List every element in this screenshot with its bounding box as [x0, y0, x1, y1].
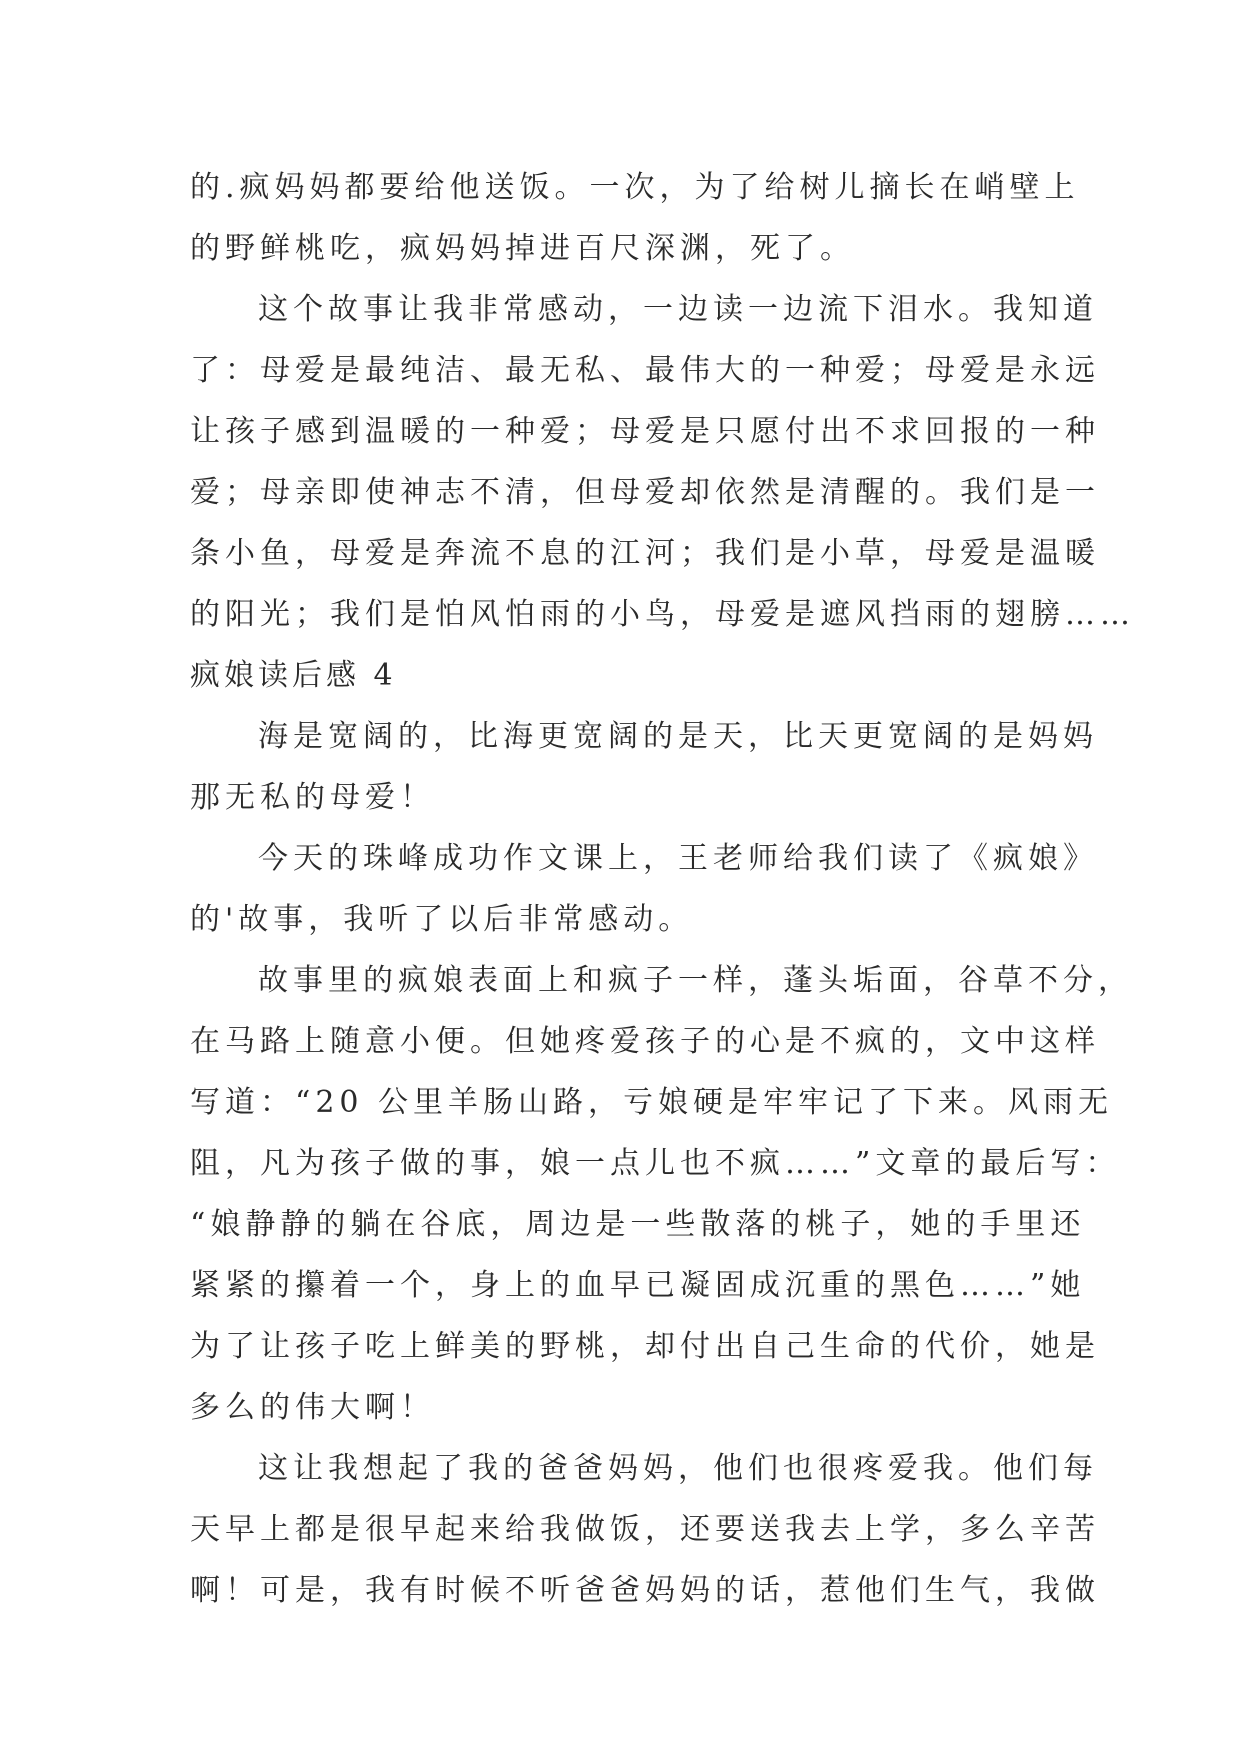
paragraph-first-line: 这让我想起了我的爸爸妈妈，他们也很疼爱我。他们每 [258, 1451, 1098, 1486]
text-line: “娘静静的躺在谷底，周边是一些散落的桃子，她的手里还 [190, 1207, 1086, 1242]
paragraph-first-line: 海是宽阔的，比海更宽阔的是天，比天更宽阔的是妈妈 [258, 719, 1098, 754]
text-line: 为了让孩子吃上鲜美的野桃，却付出自己生命的代价，她是 [190, 1329, 1100, 1364]
text-line: 的'故事，我听了以后非常感动。 [190, 902, 694, 937]
text-line: 的野鲜桃吃，疯妈妈掉进百尺深渊，死了。 [190, 231, 855, 266]
text-line: 那无私的母爱！ [190, 780, 435, 815]
text-line: 天早上都是很早起来给我做饭，还要送我去上学，多么辛苦 [190, 1512, 1100, 1547]
text-line: 在马路上随意小便。但她疼爱孩子的心是不疯的，文中这样 [190, 1024, 1100, 1059]
paragraph-first-line: 这个故事让我非常感动，一边读一边流下泪水。我知道 [258, 292, 1098, 327]
text-line: 写道：“20 公里羊肠山路，亏娘硬是牢牢记了下来。风雨无 [190, 1085, 1114, 1120]
paragraph-first-line: 今天的珠峰成功作文课上，王老师给我们读了《疯娘》 [258, 841, 1098, 876]
text-line: 的阳光；我们是怕风怕雨的小鸟，母爱是遮风挡雨的翅膀…… [190, 597, 1135, 632]
text-line: 爱；母亲即使神志不清，但母爱却依然是清醒的。我们是一 [190, 475, 1100, 510]
text-line: 紧紧的攥着一个，身上的血早已凝固成沉重的黑色……”她 [190, 1268, 1086, 1303]
text-line: 多么的伟大啊！ [190, 1390, 435, 1425]
text-line: 阻，凡为孩子做的事，娘一点儿也不疯……”文章的最后写： [190, 1146, 1121, 1181]
text-line: 条小鱼，母爱是奔流不息的江河；我们是小草，母爱是温暖 [190, 536, 1100, 571]
text-line: 的.疯妈妈都要给他送饭。一次，为了给树儿摘长在峭壁上 [190, 170, 1080, 205]
text-line: 了：母爱是最纯洁、最无私、最伟大的一种爱；母爱是永远 [190, 353, 1100, 388]
section-heading: 疯娘读后感 4 [190, 658, 397, 693]
document-body [190, 157, 1135, 1621]
text-line: 啊！可是，我有时候不听爸爸妈妈的话，惹他们生气，我做 [190, 1573, 1100, 1608]
text-line: 让孩子感到温暖的一种爱；母爱是只愿付出不求回报的一种 [190, 414, 1100, 449]
paragraph-first-line: 故事里的疯娘表面上和疯子一样，蓬头垢面，谷草不分， [258, 963, 1133, 998]
